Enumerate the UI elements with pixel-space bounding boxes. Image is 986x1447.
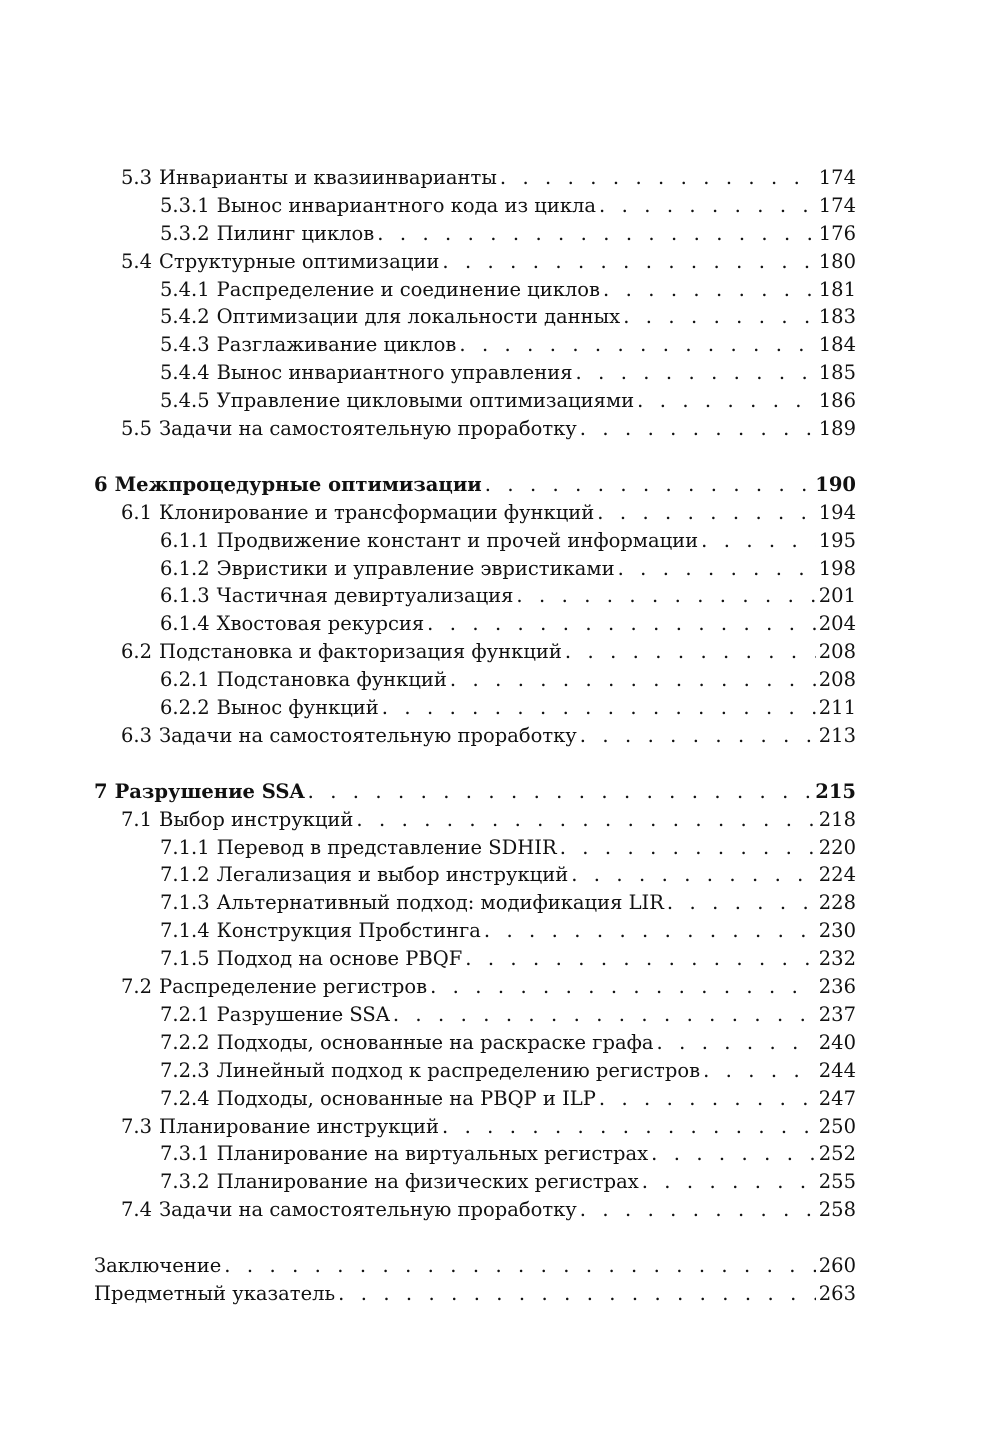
toc-entry-number: 7.1.1 bbox=[160, 835, 210, 859]
toc-entry-number: 7.2.2 bbox=[160, 1030, 210, 1054]
toc-entry-number: 5.4 bbox=[121, 249, 153, 273]
dot-leader bbox=[560, 834, 816, 862]
toc-entry-title: Конструкция Пробстинга bbox=[216, 919, 481, 943]
toc-entry-title: Подстановка и факторизация функций bbox=[159, 640, 562, 664]
toc-entry bbox=[94, 945, 856, 973]
toc-entry-page-number: 258 bbox=[818, 1198, 856, 1222]
toc-entry bbox=[94, 164, 856, 192]
dot-leader bbox=[224, 1252, 815, 1280]
toc-entry-title: Подстановка функций bbox=[216, 668, 447, 692]
dot-leader bbox=[571, 861, 816, 889]
toc-entry bbox=[94, 1057, 856, 1085]
toc-entry-page-number: 260 bbox=[818, 1254, 856, 1278]
toc-entry-title: Хвостовая рекурсия bbox=[216, 612, 425, 636]
dot-leader bbox=[599, 1085, 816, 1113]
toc-entry-page-number: 237 bbox=[818, 1002, 856, 1026]
toc-entry-page-number: 208 bbox=[818, 668, 856, 692]
dot-leader bbox=[465, 945, 816, 973]
toc-entry-page-number: 174 bbox=[818, 193, 856, 217]
toc-entry-page-number: 208 bbox=[818, 640, 856, 664]
toc-entry-title: Вынос инвариантного кода из цикла bbox=[216, 193, 597, 217]
toc-entry bbox=[94, 1140, 856, 1168]
toc-entry bbox=[94, 1001, 856, 1029]
dot-leader bbox=[667, 889, 816, 917]
toc-entry bbox=[94, 192, 856, 220]
toc-entry-page-number: 201 bbox=[818, 584, 856, 608]
toc-entry-page-number: 183 bbox=[818, 305, 856, 329]
toc-entry-title: Подходы, основанные на раскраске графа bbox=[216, 1030, 654, 1054]
toc-entry-title: Задачи на самостоятельную проработку bbox=[159, 723, 577, 747]
toc-entry-number: 5.3.2 bbox=[160, 221, 210, 245]
toc-entry bbox=[94, 834, 856, 862]
toc-entry-number: 7.3 bbox=[121, 1114, 153, 1138]
toc-entry-number: 7.1 bbox=[121, 807, 153, 831]
toc-entry-number: 6.1.4 bbox=[160, 612, 210, 636]
dot-leader bbox=[603, 276, 816, 304]
toc-entry bbox=[94, 610, 856, 638]
dot-leader bbox=[618, 555, 816, 583]
toc-entry-title: Структурные оптимизации bbox=[159, 249, 440, 273]
toc-entry-page-number: 211 bbox=[818, 696, 856, 720]
toc-entry-page-number: 250 bbox=[818, 1114, 856, 1138]
toc-entry-title: Распределение регистров bbox=[159, 975, 428, 999]
toc-entry-title: Пилинг циклов bbox=[216, 221, 375, 245]
toc-entry bbox=[94, 331, 856, 359]
toc-entry-number: 7.2 bbox=[121, 975, 153, 999]
toc-entry bbox=[94, 694, 856, 722]
dot-leader bbox=[356, 806, 815, 834]
toc-entry-title: Оптимизации для локальности данных bbox=[216, 305, 621, 329]
toc-entry bbox=[94, 582, 856, 610]
toc-entry-page-number: 240 bbox=[818, 1030, 856, 1054]
toc-entry-title: Легализация и выбор инструкций bbox=[216, 863, 569, 887]
toc-entry-number: 5.3 bbox=[121, 166, 153, 189]
toc-entry-page-number: 194 bbox=[818, 500, 856, 524]
toc-entry bbox=[94, 415, 856, 443]
toc-entry-title: Планирование на физических регистрах bbox=[216, 1170, 639, 1194]
toc-entry-page-number: 230 bbox=[818, 919, 856, 943]
toc-entry-page-number: 198 bbox=[818, 556, 856, 580]
dot-leader bbox=[565, 638, 816, 666]
toc-entry bbox=[94, 1085, 856, 1113]
toc-entry-page-number: 247 bbox=[818, 1086, 856, 1110]
dot-leader bbox=[338, 1280, 816, 1308]
toc-entry bbox=[94, 555, 856, 583]
toc-entry-page-number: 252 bbox=[818, 1142, 856, 1166]
toc-entry-page-number: 190 bbox=[815, 472, 856, 496]
toc-entry-page-number: 189 bbox=[818, 417, 856, 441]
toc-entry-number: 7.1.5 bbox=[160, 947, 210, 971]
toc-entry bbox=[94, 638, 856, 666]
toc-entry-page-number: 185 bbox=[818, 361, 856, 385]
toc-entry-page-number: 180 bbox=[818, 249, 856, 273]
toc-entry-title: Задачи на самостоятельную проработку bbox=[159, 1198, 577, 1222]
dot-leader bbox=[484, 917, 816, 945]
dot-leader bbox=[580, 415, 816, 443]
toc-entry-number: 5.5 bbox=[121, 417, 153, 441]
toc-entry-page-number: 224 bbox=[818, 863, 856, 887]
toc-entry bbox=[94, 666, 856, 694]
toc-entry-number: 5.4.2 bbox=[160, 305, 210, 329]
dot-leader bbox=[377, 220, 816, 248]
toc-entry-number: 5.4.3 bbox=[160, 333, 210, 357]
toc-entry bbox=[94, 220, 856, 248]
toc-entry-title: Заключение bbox=[94, 1254, 222, 1278]
toc-entry-number: 6.2.1 bbox=[160, 668, 210, 692]
toc-entry-page-number: 255 bbox=[818, 1170, 856, 1194]
toc-entry bbox=[94, 1113, 856, 1141]
toc-entry bbox=[94, 1196, 856, 1224]
dot-leader bbox=[703, 1057, 816, 1085]
toc-entry-title: Разрушение SSA bbox=[216, 1002, 390, 1026]
toc-backmatter-entry bbox=[94, 1252, 856, 1280]
dot-leader bbox=[442, 248, 815, 276]
dot-leader bbox=[308, 778, 813, 806]
toc-entry-title: Задачи на самостоятельную проработку bbox=[159, 417, 577, 441]
toc-entry-title: Эвристики и управление эвристиками bbox=[216, 556, 615, 580]
toc-entry bbox=[94, 973, 856, 1001]
toc-entry bbox=[94, 861, 856, 889]
dot-leader bbox=[459, 331, 815, 359]
toc-entry bbox=[94, 499, 856, 527]
dot-leader bbox=[442, 1113, 816, 1141]
toc-entry-page-number: 213 bbox=[818, 723, 856, 747]
toc-entry-number: 6.1.1 bbox=[160, 528, 210, 552]
toc-entry-title: Вынос функций bbox=[216, 696, 379, 720]
toc-entry-title: Планирование на виртуальных регистрах bbox=[216, 1142, 649, 1166]
toc-entry-title: Разрушение SSA bbox=[114, 779, 305, 803]
toc-entry-number: 6.2.2 bbox=[160, 696, 210, 720]
toc-entry-number: 6.1 bbox=[121, 500, 153, 524]
toc-entry-number: 5.4.4 bbox=[160, 361, 210, 385]
toc-entry-number: 6 bbox=[94, 472, 108, 496]
toc-entry-number: 5.3.1 bbox=[160, 193, 210, 217]
dot-leader bbox=[657, 1029, 816, 1057]
toc-entry-number: 7.4 bbox=[121, 1198, 153, 1222]
toc-entry-page-number: 232 bbox=[818, 947, 856, 971]
toc-entry-page-number: 244 bbox=[818, 1058, 856, 1082]
dot-leader bbox=[382, 694, 816, 722]
toc-entry-page-number: 181 bbox=[818, 277, 856, 301]
toc-entry-number: 7.1.2 bbox=[160, 863, 210, 887]
dot-leader bbox=[485, 471, 813, 499]
dot-leader bbox=[500, 164, 816, 192]
toc-entry-page-number: 218 bbox=[818, 807, 856, 831]
toc-entry bbox=[94, 917, 856, 945]
toc-entry bbox=[94, 303, 856, 331]
dot-leader bbox=[450, 666, 816, 694]
toc-entry-title: Альтернативный подход: модификация LIR bbox=[216, 891, 664, 915]
toc-entry-title: Подход на основе PBQF bbox=[216, 947, 463, 971]
toc-entry-number: 7.3.1 bbox=[160, 1142, 210, 1166]
toc-backmatter-entry bbox=[94, 1280, 856, 1308]
toc-entry-page-number: 204 bbox=[818, 612, 856, 636]
toc-entry-number: 7.2.1 bbox=[160, 1002, 210, 1026]
toc-entry bbox=[94, 527, 856, 555]
toc-entry-title: Планирование инструкций bbox=[159, 1114, 439, 1138]
dot-leader bbox=[623, 303, 816, 331]
table-of-contents bbox=[94, 164, 856, 1308]
toc-entry-page-number: 174 bbox=[818, 166, 856, 189]
toc-entry-page-number: 215 bbox=[815, 779, 856, 803]
toc-chapter-entry bbox=[94, 471, 856, 499]
toc-entry-title: Управление цикловыми оптимизациями bbox=[216, 389, 635, 413]
toc-entry-title: Выбор инструкций bbox=[159, 807, 354, 831]
toc-entry bbox=[94, 276, 856, 304]
dot-leader bbox=[637, 387, 816, 415]
dot-leader bbox=[393, 1001, 816, 1029]
dot-leader bbox=[642, 1168, 816, 1196]
toc-entry bbox=[94, 387, 856, 415]
toc-entry-number: 5.4.1 bbox=[160, 277, 210, 301]
dot-leader bbox=[430, 973, 816, 1001]
toc-entry-number: 7.1.3 bbox=[160, 891, 210, 915]
toc-entry-number: 6.1.3 bbox=[160, 584, 210, 608]
dot-leader bbox=[651, 1140, 816, 1168]
dot-leader bbox=[597, 499, 816, 527]
toc-entry-page-number: 184 bbox=[818, 333, 856, 357]
toc-entry-title: Клонирование и трансформации функций bbox=[159, 500, 595, 524]
toc-entry-number: 6.3 bbox=[121, 723, 153, 747]
dot-leader bbox=[580, 1196, 816, 1224]
toc-entry bbox=[94, 806, 856, 834]
toc-entry-page-number: 186 bbox=[818, 389, 856, 413]
toc-entry-title: Разглаживание циклов bbox=[216, 333, 457, 357]
toc-entry-page-number: 220 bbox=[818, 835, 856, 859]
toc-entry-title: Подходы, основанные на PBQP и ILP bbox=[216, 1086, 596, 1110]
toc-entry-title: Частичная девиртуализация bbox=[216, 584, 514, 608]
dot-leader bbox=[599, 192, 816, 220]
toc-entry-title: Распределение и соединение циклов bbox=[216, 277, 601, 301]
toc-entry-page-number: 176 bbox=[818, 221, 856, 245]
toc-entry bbox=[94, 359, 856, 387]
toc-entry-title: Вынос инвариантного управления bbox=[216, 361, 573, 385]
toc-entry-number: 6.2 bbox=[121, 640, 153, 664]
dot-leader bbox=[516, 582, 815, 610]
toc-entry bbox=[94, 1029, 856, 1057]
toc-entry-title: Продвижение констант и прочей информации bbox=[216, 528, 699, 552]
toc-entry-number: 7.2.3 bbox=[160, 1058, 210, 1082]
toc-entry-title: Инварианты и квазиинварианты bbox=[159, 166, 497, 189]
toc-entry-number: 7 bbox=[94, 779, 108, 803]
toc-entry-number: 7.1.4 bbox=[160, 919, 210, 943]
dot-leader bbox=[427, 610, 816, 638]
toc-entry bbox=[94, 889, 856, 917]
toc-entry-number: 7.3.2 bbox=[160, 1170, 210, 1194]
toc-entry-page-number: 228 bbox=[818, 891, 856, 915]
toc-entry bbox=[94, 248, 856, 276]
toc-entry-number: 5.4.5 bbox=[160, 389, 210, 413]
toc-entry-title: Линейный подход к распределению регистров bbox=[216, 1058, 701, 1082]
toc-entry-title: Межпроцедурные оптимизации bbox=[114, 472, 482, 496]
toc-entry-page-number: 263 bbox=[818, 1281, 856, 1305]
toc-entry-title: Перевод в представление SDHIR bbox=[216, 835, 557, 859]
toc-entry-number: 7.2.4 bbox=[160, 1086, 210, 1110]
toc-entry-page-number: 195 bbox=[818, 528, 856, 552]
toc-entry-page-number: 236 bbox=[818, 975, 856, 999]
dot-leader bbox=[576, 359, 816, 387]
toc-entry-number: 6.1.2 bbox=[160, 556, 210, 580]
toc-entry bbox=[94, 722, 856, 750]
toc-chapter-entry bbox=[94, 778, 856, 806]
toc-entry-title: Предметный указатель bbox=[94, 1281, 336, 1305]
toc-entry bbox=[94, 1168, 856, 1196]
dot-leader bbox=[580, 722, 816, 750]
dot-leader bbox=[701, 527, 816, 555]
